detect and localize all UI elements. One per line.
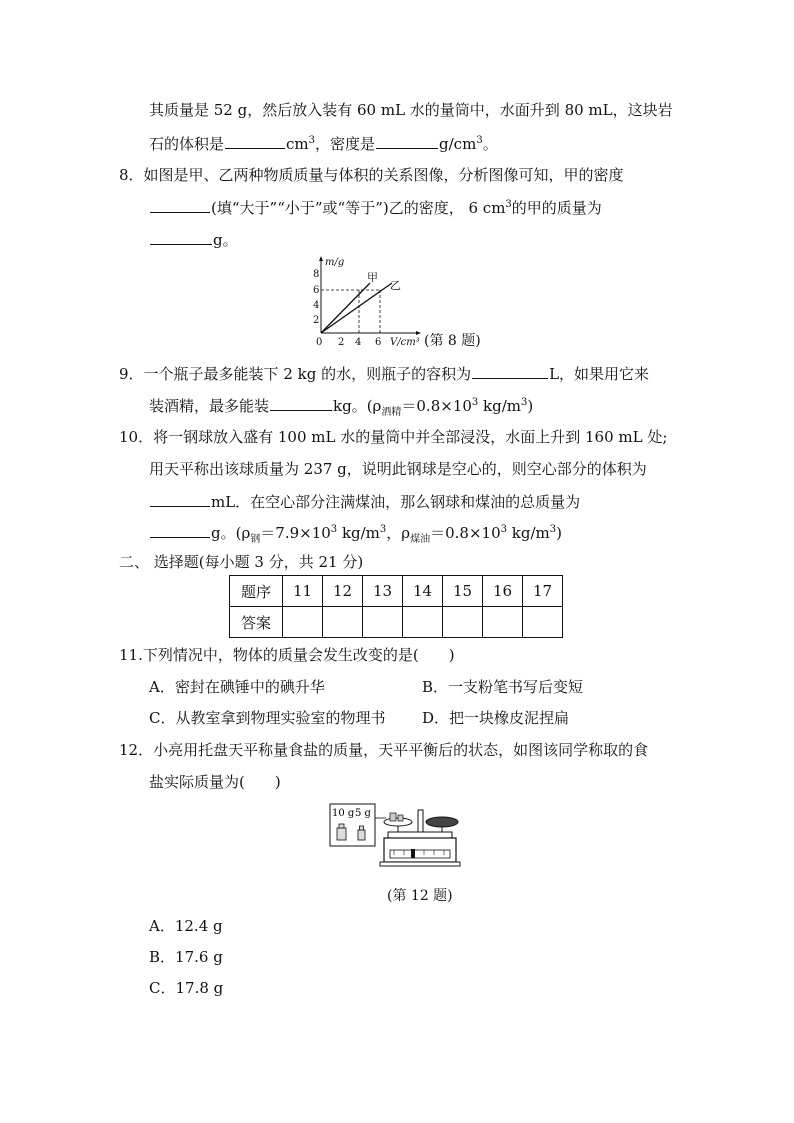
y-tick-2: 2 xyxy=(313,315,320,326)
q8-sup: 3 xyxy=(505,199,512,210)
answer-table xyxy=(229,575,563,638)
table-header-number: 题序 xyxy=(230,576,283,607)
q9-text-g: ) xyxy=(527,397,534,415)
x-tick-4: 4 xyxy=(355,337,362,348)
q9-text-a: 9．一个瓶子最多能装下 2 kg 的水，则瓶子的容积为 xyxy=(119,365,472,383)
q7-text-d: g/cm xyxy=(439,135,477,153)
q9-line1 xyxy=(119,363,649,384)
right-pan-salt xyxy=(426,817,458,827)
q9-sub: 酒精 xyxy=(381,407,402,418)
q7-text-a: 石的体积是 xyxy=(149,135,225,153)
q8-compare-blank[interactable] xyxy=(150,197,210,213)
x-tick-6: 6 xyxy=(375,337,382,348)
weight-5g-label: 5 g xyxy=(355,808,371,819)
q10-text-g: kg/m xyxy=(507,524,550,542)
q10-text-h: ) xyxy=(556,524,562,542)
pan-weight-2 xyxy=(398,815,403,821)
q10-hollow-blank[interactable] xyxy=(150,491,210,507)
q9-volume-blank[interactable] xyxy=(472,363,548,379)
table-row xyxy=(230,576,563,607)
x-tick-2: 2 xyxy=(338,337,345,348)
q12-line2: 盐实际质量为( ) xyxy=(149,773,281,791)
q9-text-d: kg。(ρ xyxy=(333,397,382,415)
q8-line1: 8．如图是甲、乙两种物质质量与体积的关系图像，分析图像可知，甲的密度 xyxy=(119,166,624,184)
q9-text-f: kg/m xyxy=(478,397,522,415)
q10-total-blank[interactable] xyxy=(150,522,210,538)
graph-x-label: V/cm³ xyxy=(390,337,420,348)
rider-icon[interactable] xyxy=(411,849,415,858)
q12-line1: 12．小亮用托盘天平称量食盐的质量，天平平衡后的状态，如图该同学称取的食 xyxy=(119,741,649,759)
answer-cell-15[interactable] xyxy=(443,607,483,638)
q10-sub-kerosene: 煤油 xyxy=(410,534,431,545)
q7-text-c: ，密度是 xyxy=(315,135,376,153)
q10-line2: 用天平称出该球质量为 237 g，说明此钢球是空心的，则空心部分的体积为 xyxy=(149,460,647,478)
q9-text-c: 装酒精，最多能装 xyxy=(149,397,270,415)
label-jia: 甲 xyxy=(367,271,378,284)
q9-text-e: ＝0.8×10 xyxy=(401,397,472,415)
q8-line3 xyxy=(149,229,238,250)
q8-text-b: 的甲的质量为 xyxy=(511,199,602,217)
q7-sup2: 3 xyxy=(476,135,483,146)
graph-y-label: m/g xyxy=(325,257,345,268)
q10-sup2: 3 xyxy=(379,524,387,535)
x-arrow-icon xyxy=(416,331,421,335)
q9-sup: 3 xyxy=(471,397,479,408)
table-number-15: 15 xyxy=(443,576,483,607)
y-tick-4: 4 xyxy=(313,300,320,311)
q10-line1: 10．将一钢球放入盛有 100 mL 水的量筒中并全部浸没，水面上升到 160 mL 处; xyxy=(119,428,668,446)
answer-cell-12[interactable] xyxy=(323,607,363,638)
q7-density-blank[interactable] xyxy=(376,133,438,149)
line-yi xyxy=(321,283,392,333)
q8-graph xyxy=(300,253,430,349)
balance-pillar xyxy=(418,810,423,832)
table-number-16: 16 xyxy=(483,576,523,607)
q9-sup2: 3 xyxy=(521,397,528,408)
q10-text-a: mL．在空心部分注满煤油，那么钢球和煤油的总质量为 xyxy=(211,493,581,511)
q10-text-f: ＝0.8×10 xyxy=(430,524,501,542)
q8-line2 xyxy=(149,197,602,218)
q8-caption: (第 8 题) xyxy=(424,333,481,349)
q7-line1: 其质量是 52 g，然后放入装有 60 mL 水的量筒中，水面升到 80 mL，这块岩 xyxy=(149,101,673,119)
table-header-answer: 答案 xyxy=(230,607,283,638)
q12-option-b[interactable]: B．17.6 g xyxy=(149,948,223,966)
q8-text-c: g。 xyxy=(213,231,238,249)
answer-cell-11[interactable] xyxy=(283,607,323,638)
table-number-11: 11 xyxy=(283,576,323,607)
q11-option-a[interactable]: A．密封在碘锤中的碘升华 xyxy=(149,678,325,696)
q7-volume-blank[interactable] xyxy=(225,133,285,149)
balance-figure xyxy=(328,800,468,870)
table-row xyxy=(230,607,563,638)
x-tick-0: 0 xyxy=(316,337,323,348)
section2-title: 二、 选择题(每小题 3 分，共 21 分) xyxy=(119,553,364,571)
q11-option-c[interactable]: C．从教室拿到物理实验室的物理书 xyxy=(149,709,386,727)
q12-option-a[interactable]: A．12.4 g xyxy=(149,917,223,935)
q11-stem: 11.下列情况中，物体的质量会发生改变的是( ) xyxy=(119,646,455,664)
label-yi: 乙 xyxy=(390,279,401,292)
answer-cell-17[interactable] xyxy=(523,607,563,638)
q10-text-d: kg/m xyxy=(337,524,380,542)
q10-sup4: 3 xyxy=(549,524,557,535)
q12-caption: (第 12 题) xyxy=(387,888,453,904)
answer-cell-14[interactable] xyxy=(403,607,443,638)
y-tick-8: 8 xyxy=(313,269,320,280)
y-tick-6: 6 xyxy=(313,285,320,296)
answer-cell-16[interactable] xyxy=(483,607,523,638)
weight-10g-label: 10 g xyxy=(332,808,355,819)
q9-line2 xyxy=(149,395,533,416)
q10-text-c: ＝7.9×10 xyxy=(260,524,331,542)
table-number-13: 13 xyxy=(363,576,403,607)
balance-foot xyxy=(380,862,460,866)
q7-line2 xyxy=(149,133,498,154)
answer-cell-13[interactable] xyxy=(363,607,403,638)
q10-sup1: 3 xyxy=(330,524,338,535)
y-arrow-icon xyxy=(319,256,323,261)
q10-line4 xyxy=(149,522,562,543)
q10-text-b: g。(ρ xyxy=(211,524,251,542)
table-number-17: 17 xyxy=(523,576,563,607)
scale-ruler xyxy=(390,850,450,858)
q9-alcohol-blank[interactable] xyxy=(270,395,332,411)
q10-text-e: ，ρ xyxy=(386,524,411,542)
q11-option-b[interactable]: B．一支粉笔书写后变短 xyxy=(422,678,584,696)
q10-line3 xyxy=(149,491,580,512)
beam xyxy=(388,832,452,838)
q12-option-c[interactable]: C．17.8 g xyxy=(149,979,224,997)
q9-text-b: L，如果用它来 xyxy=(549,365,650,383)
table-number-12: 12 xyxy=(323,576,363,607)
table-number-14: 14 xyxy=(403,576,443,607)
q10-sub-steel: 钢 xyxy=(250,534,261,545)
q7-text-e: 。 xyxy=(482,135,498,153)
q8-text-a: (填“大于”“小于”或“等于”)乙的密度， 6 cm xyxy=(211,199,506,217)
pan-weight-1 xyxy=(390,813,396,821)
line-jia xyxy=(321,283,370,333)
q7-text-b: cm xyxy=(286,135,309,153)
q10-sup3: 3 xyxy=(500,524,508,535)
q7-sup: 3 xyxy=(308,135,316,146)
q11-option-d[interactable]: D．把一块橡皮泥捏扁 xyxy=(422,709,570,727)
q8-mass-blank[interactable] xyxy=(150,229,212,245)
